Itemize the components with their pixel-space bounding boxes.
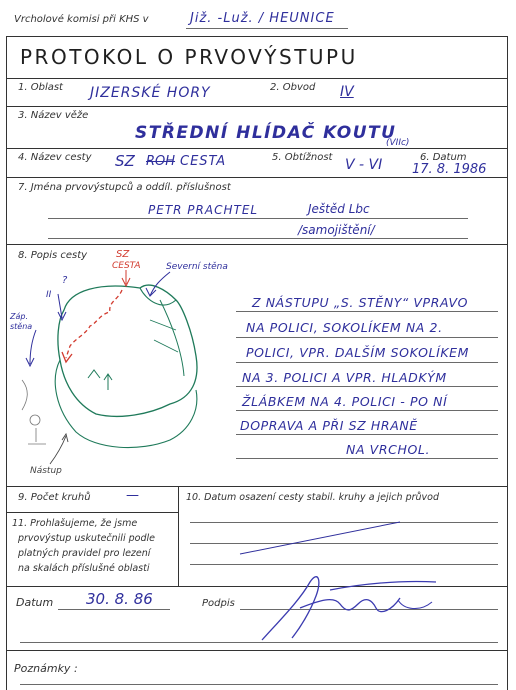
- description-line-5: ŽLÁBKEM NA 4. POLICI - PO NÍ: [242, 394, 448, 409]
- declaration-line-4: na skalách příslušné oblasti: [18, 563, 150, 574]
- signing-podpis-label: Podpis: [202, 598, 235, 609]
- remarks-label: Poznámky :: [14, 662, 78, 675]
- oblast-label: 1. Oblast: [18, 82, 63, 93]
- obtiznost-note: (VIIc): [386, 138, 410, 148]
- description-line-2: NA POLICI, SOKOLÍKEM NA 2.: [246, 320, 443, 335]
- sketch-wall-label: Severní stěna: [166, 262, 228, 272]
- datum-value: 17. 8. 1986: [412, 162, 487, 177]
- sketch-bottom-label: Nástup: [30, 466, 62, 476]
- sketch-tick-marks: II: [46, 290, 52, 300]
- obtiznost-value: V - VI: [345, 157, 383, 173]
- declaration-line-3: platných pravidel pro lezení: [18, 548, 151, 559]
- committee-value: Již. -Luž. / HEUNICE: [190, 11, 335, 26]
- sketch-route-label-1: SZ: [116, 249, 130, 260]
- oblast-value: JIZERSKÉ HORY: [90, 85, 211, 101]
- declaration-line-2: prvovýstup uskutečnili podle: [18, 533, 155, 544]
- description-line-4: NA 3. POLICI A VPR. HLADKÝM: [242, 370, 447, 385]
- nazev-veze-value: STŘEDNÍ HLÍDAČ KOUTU: [135, 123, 397, 143]
- obvod-value: IV: [340, 84, 354, 100]
- datum-osazeni-label: 10. Datum osazení cesty stabil. kruhy a jejich průvod: [186, 492, 439, 503]
- description-line-7: NA VRCHOL.: [346, 442, 431, 457]
- committee-label: Vrcholové komisi při KHS v: [14, 14, 149, 25]
- oddil-value: Ještěd Lbc: [308, 202, 370, 216]
- pocet-label: 9. Počet kruhů: [18, 492, 91, 503]
- obvod-label: 2. Obvod: [270, 82, 316, 93]
- jmena-label: 7. Jména prvovýstupců a oddíl. příslušnost: [18, 182, 231, 193]
- datum-label: 6. Datum: [420, 152, 467, 163]
- signing-datum-value: 30. 8. 86: [86, 590, 153, 608]
- sketch-side-label-2: stěna: [10, 322, 33, 331]
- nazev-veze-label: 3. Název věže: [18, 110, 89, 121]
- sketch-route-label-2: CESTA: [112, 261, 141, 271]
- jmena-value: PETR PRACHTEL: [148, 203, 259, 217]
- page-title: PROTOKOL O PRVOVÝSTUPU: [20, 45, 358, 69]
- description-line-3: POLICI, VPR. DALŠÍM SOKOLÍKEM: [246, 345, 470, 360]
- declaration-line-1: 11. Prohlašujeme, že jsme: [12, 518, 138, 529]
- nazev-cesty-value2: CESTA: [180, 154, 227, 169]
- sketch-question-mark: ?: [62, 275, 68, 286]
- description-line-6: DOPRAVA A PŘI SZ HRANĚ: [240, 418, 418, 433]
- popis-label: 8. Popis cesty: [18, 250, 88, 261]
- signing-datum-label: Datum: [16, 596, 54, 609]
- samojisteni-value: /samojištění/: [298, 223, 375, 237]
- nazev-cesty-value: SZ: [115, 152, 135, 170]
- obtiznost-label: 5. Obtížnost: [272, 152, 333, 163]
- pocet-value: —: [126, 488, 139, 503]
- sketch-side-label-1: Záp.: [10, 312, 29, 321]
- nazev-cesty-struck: ROH: [146, 154, 176, 169]
- nazev-cesty-label: 4. Název cesty: [18, 152, 92, 163]
- description-line-1: Z NÁSTUPU „S. STĚNY“ VPRAVO: [252, 295, 469, 310]
